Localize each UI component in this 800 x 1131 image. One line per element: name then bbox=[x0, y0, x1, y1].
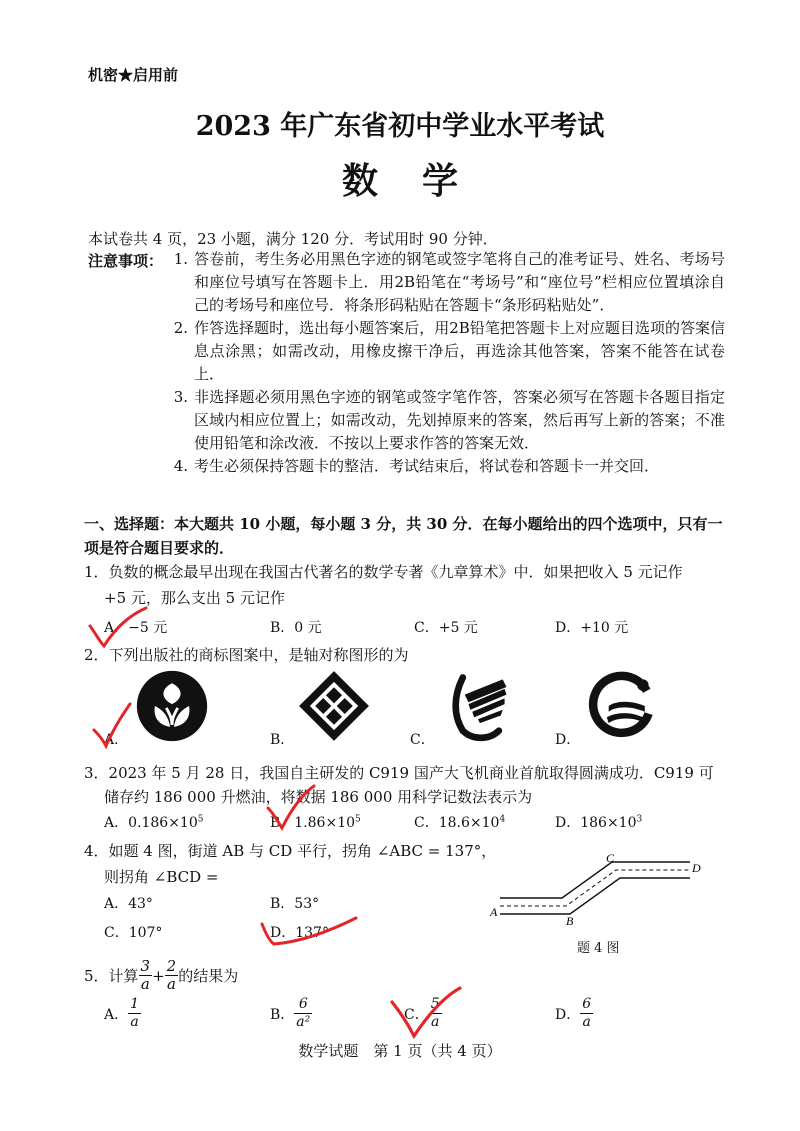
q5-option-c: C． $\frac{5}{a}$ bbox=[404, 996, 440, 1030]
notice-item: 4. 考生必须保持答题卡的整洁．考试结束后，将试卷和答题卡一并交回． bbox=[173, 457, 660, 475]
q1-option-b: B．0 元 bbox=[270, 620, 322, 636]
q3-option-a: A．$0.186\times 10^5$ bbox=[104, 814, 204, 831]
point-a-label: A bbox=[490, 905, 498, 919]
q4-line1: 4．如题 4 图，街道 AB 与 CD 平行，拐角 ∠ABC = 137°， bbox=[84, 842, 497, 860]
q3-option-c: C．$18.6\times 10^4$ bbox=[414, 814, 506, 831]
q5-option-d: D． $\frac{6}{a}$ bbox=[555, 996, 592, 1030]
q4-figure-caption: 题 4 图 bbox=[577, 941, 620, 956]
notice-item: 3. 非选择题必须用黑色字迹的钢笔或签字笔作答，答案必须写在答题卡各题目指定区域内相应位置上；如需改动，先划掉原来的答案，然后再写上新的答案；不准使用铅笔和涂改液．不按以上要求作答的答案无效． bbox=[173, 388, 725, 452]
q4-option-c: C．107° bbox=[104, 925, 163, 941]
logo-a-icon bbox=[134, 668, 210, 744]
q5-term-2: $\frac{2}{a}$ bbox=[166, 957, 177, 993]
section-heading: 一、选择题：本大题共 10 小题，每小题 3 分，共 30 分．在每小题给出的四个选项中，只有一项是符合题目要求的． bbox=[84, 515, 723, 557]
q5-term-1: $\frac{3}{a}$ bbox=[140, 957, 151, 993]
q5-text: 5．计算 $\frac{3}{a}$ + $\frac{2}{a}$ 的结果为 bbox=[84, 957, 239, 993]
page-footer: 数学试题 第 1 页（共 4 页） bbox=[298, 1042, 502, 1060]
point-d-label: D bbox=[692, 861, 701, 875]
exam-title: 2023 年广东省初中学业水平考试 bbox=[195, 111, 605, 142]
q1-option-d: D．+10 元 bbox=[555, 620, 629, 636]
q4-option-a: A．43° bbox=[104, 896, 153, 912]
q2-label-b: B． bbox=[270, 732, 295, 748]
q1-option-a: A．−5 元 bbox=[104, 620, 168, 636]
exam-intro: 本试卷共 4 页，23 小题，满分 120 分．考试用时 90 分钟． bbox=[88, 230, 498, 248]
q4-line2: 则拐角 ∠BCD = bbox=[104, 868, 219, 886]
notice-list bbox=[160, 248, 725, 478]
q3-option-b: B．$1.86\times 10^5$ bbox=[270, 814, 361, 831]
q2-label-c: C． bbox=[410, 732, 435, 748]
q1-line2: +5 元，那么支出 5 元记作 bbox=[104, 589, 285, 607]
check-mark-icon bbox=[386, 984, 466, 1044]
subject-title: 数学 bbox=[341, 160, 502, 202]
logo-b-icon bbox=[296, 668, 372, 744]
check-mark-icon bbox=[262, 782, 322, 832]
q4-option-b: B．53° bbox=[270, 896, 320, 912]
check-mark-icon bbox=[84, 604, 154, 654]
confidential-mark: 机密★启用前 bbox=[88, 66, 179, 84]
notice-item: 2. 作答选择题时，选出每小题答案后，用2B铅笔把答题卡上对应题目选项的答案信息点涂黑；如需改动，用橡皮擦干净后，再选涂其他答案，答案不能答在试卷上． bbox=[173, 319, 725, 383]
q5-option-b: B． $\frac{6}{\text{a²}}$ bbox=[270, 996, 311, 1030]
q4-street-figure bbox=[486, 850, 716, 930]
q3-line2: 储存约 186 000 升燃油，将数据 186 000 用科学记数法表示为 bbox=[104, 788, 533, 806]
q2-label-a: A． bbox=[104, 732, 129, 748]
logo-c-icon bbox=[440, 668, 516, 744]
q1-option-c: C．+5 元 bbox=[414, 620, 478, 636]
q2-label-d: D． bbox=[555, 732, 581, 748]
point-c-label: C bbox=[606, 851, 615, 865]
q2-text: 2．下列出版社的商标图案中，是轴对称图形的为 bbox=[84, 646, 409, 664]
q3-option-d: D．$186\times 10^3$ bbox=[555, 814, 643, 831]
logo-d-icon bbox=[584, 668, 660, 744]
q5-option-a: A． $\frac{1}{a}$ bbox=[104, 996, 140, 1030]
notice-label: 注意事项： bbox=[88, 252, 164, 270]
q4-option-d: D．137° bbox=[270, 925, 329, 941]
check-mark-icon bbox=[88, 700, 138, 750]
point-b-label: B bbox=[566, 914, 574, 928]
check-mark-icon bbox=[256, 912, 366, 948]
notice-item: 1. 答卷前，考生务必用黑色字迹的钢笔或签字笔将自己的准考证号、姓名、考场号和座位号填写在答题卡上．用2B铅笔在“考场号”和“座位号”栏相应位置填涂自己的考场号和座位号．将条形码粘贴在答题卡“条形码粘贴处”． bbox=[173, 250, 725, 314]
q3-line1: 3．2023 年 5 月 28 日，我国自主研发的 C919 国产大飞机商业首航取得圆满成功．C919 可 bbox=[84, 764, 714, 782]
q1-line1: 1．负数的概念最早出现在我国古代著名的数学专著《九章算术》中．如果把收入 5 元记作 bbox=[84, 563, 683, 581]
